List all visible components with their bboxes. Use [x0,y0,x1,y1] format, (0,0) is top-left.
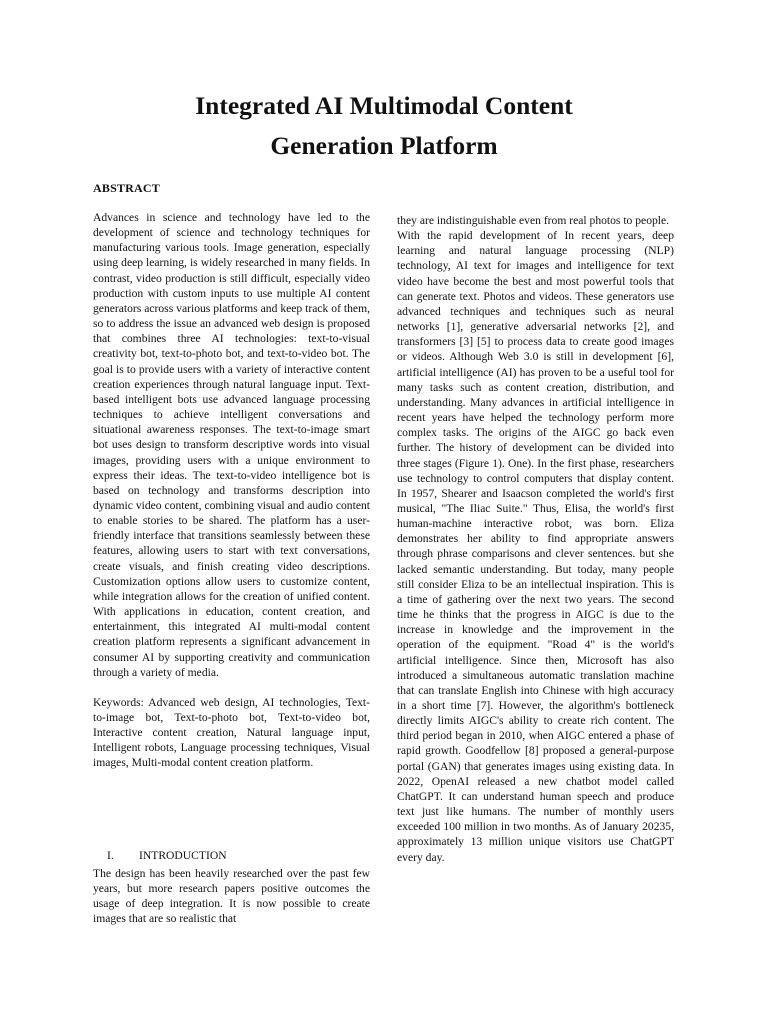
right-column [397,213,674,865]
history-paragraph: With the rapid development of In recent years, deep learning and natural language processing (NLP) technology, AI text for images and intelligence for text video have become the best and most powerful tools that can generate text. Photos and videos. These generators use advanced techniques and techniques such as neural networks [1], generative adversarial networks [2], and transformers [3] [5] to process data to create good images or videos. Although Web 3.0 is still in development [6], artificial intelligence (AI) has proven to be a useful tool for many tasks such as content creation, distribution, and understanding. Many advances in artificial intelligence in recent years have helped the technology perform more complex tasks. The origins of the AIGC go back even further. The history of development can be divided into three stages (Figure 1). One). In the first phase, researchers use technology to control computers that display content. In 1957, Shearer and Isaacson completed the world's first musical, "The Iliac Suite." Thus, Elisa, the world's first human-machine interactive robot, was born. Eliza demonstrates her ability to find appropriate answers through phrase comparisons and clever sentences. but she lacked semantic understanding. But today, many people still consider Eliza to be an intellectual inspiration. This is a time of gathering over the next two years. The second time he thinks that the progress in AIGC is due to the increase in knowledge and the improvement in the operation of the equipment. "Road 4" is the world's artificial intelligence. Since then, Microsoft has also introduced a simultaneous automatic translation machine that can translate English into Chinese with high accuracy in a short time [7]. However, the algorithm's bottleneck directly limits AIGC's ability to create rich content. The third period began in 2010, when AIGC entered a phase of rapid growth. Goodfellow [8] proposed a general-purpose portal (GAN) that generates images using existing data. In 2022, OpenAI released a new chatbot model called ChatGPT. It can understand human speech and produce text just like humans. The number of monthly users exceeded 100 million in two months. As of January 20235, approximately 13 million unique visitors use ChatGPT every day. [397,229,674,864]
section-number: I. [107,849,114,862]
paper-title [60,86,708,166]
introduction-column [93,866,370,927]
abstract-heading: ABSTRACT [93,181,160,195]
paper-title-line-1: Integrated AI Multimodal Content [195,91,573,120]
left-column [93,210,370,771]
keywords-paragraph: Keywords: Advanced web design, AI technologies, Text-to-image bot, Text-to-photo bot, Text-to-video bot, Interactive content creation, Natural language input, Intelligent robots, Language processing techniques, Visual images, Multi-modal content creation platform. [93,695,370,770]
continuation-paragraph: they are indistinguishable even from real photos to people. [397,214,670,227]
paper-title-line-2: Generation Platform [270,131,498,160]
introduction-paragraph: The design has been heavily researched over the past few years, but more research papers positive outcomes the usage of deep integration. It is now possible to create images that are so realistic that [93,867,370,926]
abstract-paragraph: Advances in science and technology have led to the development of science and technology techniques for manufacturing various tools. Image generation, especially using deep learning, is widely researched in many fields. In contrast, video production is still difficult, especially video production with custom inputs to use multiple AI content generators across various platforms and keep track of them, so to address the issue an advanced web design is proposed that combines three AI technologies: text-to-visual creativity bot, text-to-photo bot, and text-to-video bot. The goal is to provide users with a variety of interactive content creation experiences through natural language input. Text-based intelligent bots use advanced language processing techniques to achieve intelligent conversations and situational awareness responses. The text-to-image smart bot uses design to transform descriptive words into visual images, providing users with a unique environment to express their ideas. The text-to-video intelligence bot is based on technology and transforms description into dynamic video content, combining visual and audio content to enable stories to be shared. The platform has a user-friendly interface that transitions seamlessly between these features, allowing users to start with text conversations, create visuals, and finish creating video descriptions. Customization options allow users to customize content, while integration allows for the creation of unified content. With applications in education, content creation, and entertainment, this integrated AI multi-modal content creation platform represents a significant advancement in consumer AI by supporting creativity and communication through a variety of media. [93,211,370,679]
section-heading-introduction [107,849,227,862]
section-title: INTRODUCTION [139,849,227,862]
